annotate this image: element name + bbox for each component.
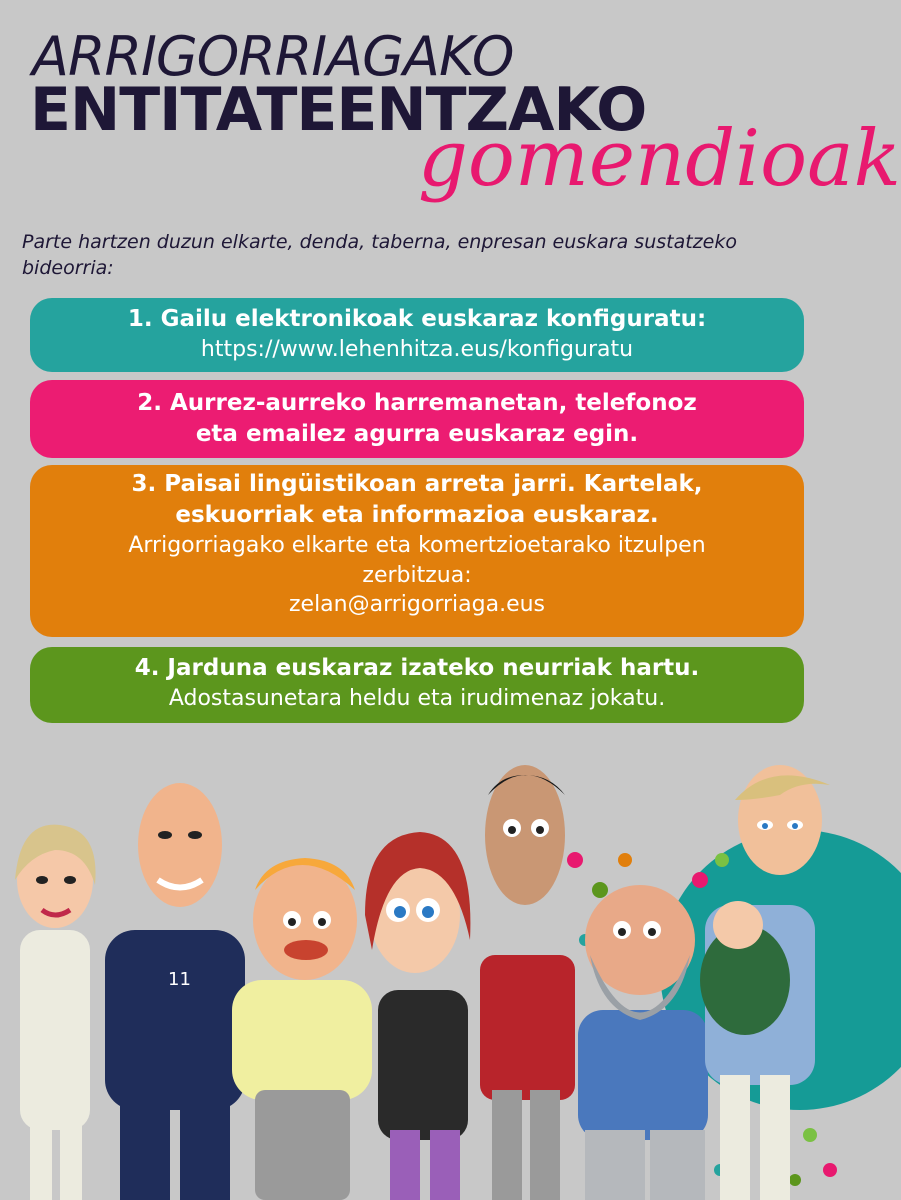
person-2 [105,783,245,1200]
svg-text:11: 11 [168,969,191,990]
recommendation-4-body: Adostasunetara heldu eta irudimenaz jokatu. [168,686,666,712]
title-line-1: ARRIGORRIAGAKO [32,25,514,88]
recommendation-3-heading-line2: eskuorriak eta informazioa euskaraz. [175,502,659,529]
recommendation-3-heading-line1: 3. Paisai lingüistikoan arreta jarri. Kartelak, [131,471,703,497]
recommendation-3 [30,465,804,637]
recommendation-2-heading-line2: eta emailez agurra euskaraz egin. [195,421,639,448]
title-line-2: ENTITATEENTZAKO [30,75,647,145]
recommendation-1-link[interactable]: https://www.lehenhitza.eus/konfiguratu [200,337,634,363]
person-1 [15,825,96,1200]
title-line-3: gomendioak [418,114,901,204]
recommendation-2 [30,380,804,458]
person-3 [232,858,372,1200]
person-6 [578,885,708,1200]
recommendation-1 [30,298,804,372]
intro-text: Parte hartzen duzun elkarte, denda, taberna, enpresan euskara sustatzeko bideorria: [22,231,737,279]
recommendation-2-heading-line1: 2. Aurrez-aurreko harremanetan, telefonoz [137,390,697,416]
recommendation-3-email[interactable]: zelan@arrigorriaga.eus [288,592,546,618]
recommendation-3-body-line2: zerbitzua: [362,562,472,588]
cartoon-people-group-icon [0,740,848,1200]
person-5 [480,765,575,1200]
recommendation-3-body-line1: Arrigorriagako elkarte eta komertzioetarako itzulpen [128,533,706,559]
recommendation-4 [30,647,804,723]
recommendation-1-heading: 1. Gailu elektronikoak euskaraz konfiguratu: [127,306,707,332]
recommendation-4-heading: 4. Jarduna euskaraz izateko neurriak hartu. [134,655,700,681]
person-4 [365,832,470,1200]
